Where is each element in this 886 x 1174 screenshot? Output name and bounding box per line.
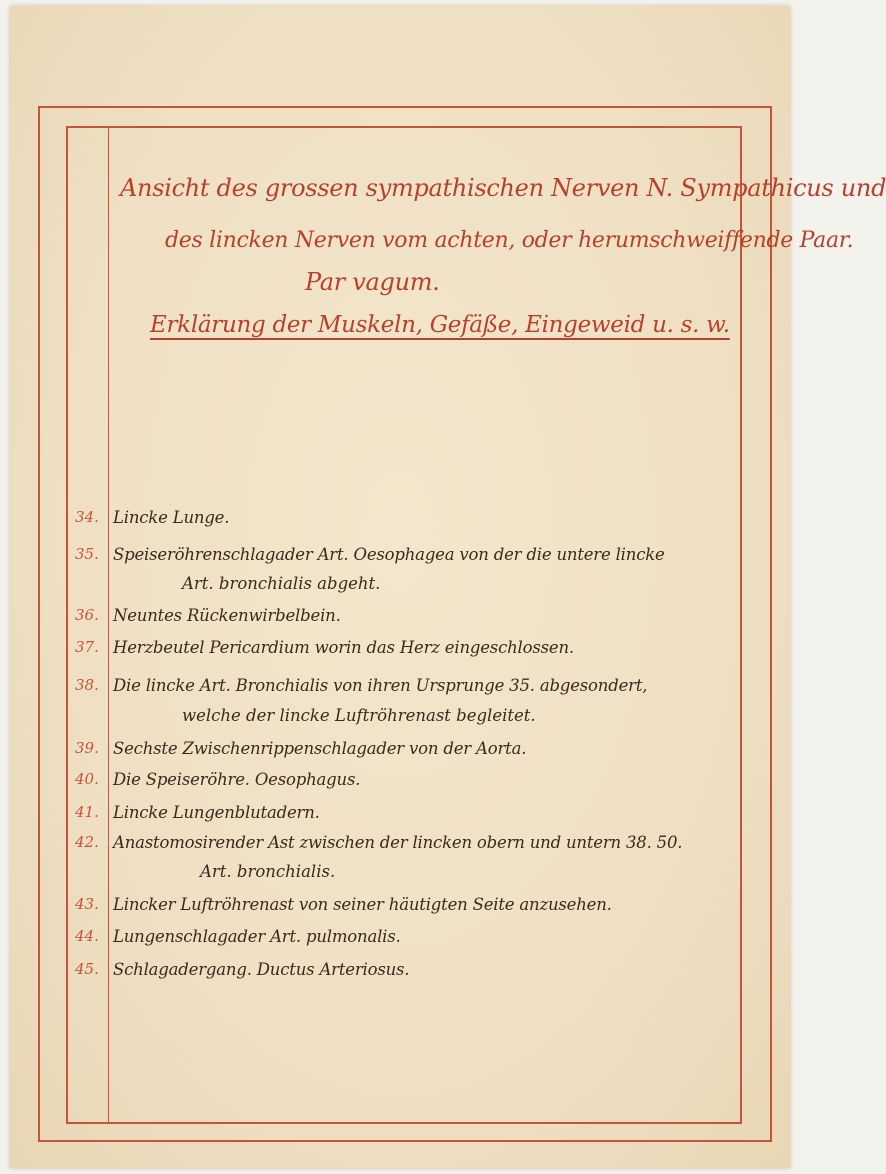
entry-text: Anastomosirender Ast zwischen der lincken obern und untern 38. 50. <box>113 833 683 852</box>
entry-number: 41. <box>75 803 99 821</box>
entry-number: 38. <box>75 676 99 694</box>
entry-number: 40. <box>75 770 99 788</box>
entry-number: 45. <box>75 960 99 978</box>
entry-number: 37. <box>75 638 99 656</box>
entry-text: Schlagadergang. Ductus Arteriosus. <box>113 960 410 979</box>
title-line-1: Ansicht des grossen sympathischen Nerven N. Sympathicus und <box>120 174 886 202</box>
title-line-4: Erklärung der Muskeln, Gefäße, Eingeweid u. s. w. <box>150 312 730 338</box>
entry-text: Lincke Lunge. <box>113 508 230 527</box>
entry-text: Sechste Zwischenrippenschlagader von der Aorta. <box>113 739 527 758</box>
entry-text: Lincke Lungenblutadern. <box>113 803 320 822</box>
margin-rule <box>108 126 109 1124</box>
entry-continuation: Art. bronchialis abgeht. <box>182 574 381 593</box>
entry-text: Herzbeutel Pericardium worin das Herz eingeschlossen. <box>113 638 574 657</box>
entry-number: 43. <box>75 895 99 913</box>
entry-text: Die lincke Art. Bronchialis von ihren Ursprunge 35. abgesondert, <box>113 676 648 695</box>
entry-number: 39. <box>75 739 99 757</box>
entry-number: 35. <box>75 545 99 563</box>
title-line-3: Par vagum. <box>305 268 440 296</box>
entry-number: 34. <box>75 508 99 526</box>
entry-number: 42. <box>75 833 99 851</box>
entry-text: Die Speiseröhre. Oesophagus. <box>113 770 361 789</box>
entry-text: Lincker Luftröhrenast von seiner häutigten Seite anzusehen. <box>113 895 612 914</box>
entry-text: Lungenschlagader Art. pulmonalis. <box>113 927 401 946</box>
manuscript-page <box>10 6 886 1168</box>
entry-number: 44. <box>75 927 99 945</box>
entry-number: 36. <box>75 606 99 624</box>
title-line-2: des lincken Nerven vom achten, oder herumschweiffende Paar. <box>165 228 854 253</box>
entry-text: Neuntes Rückenwirbelbein. <box>113 606 341 625</box>
entry-continuation: Art. bronchialis. <box>200 862 336 881</box>
entry-continuation: welche der lincke Luftröhrenast begleitet. <box>182 706 536 725</box>
entry-text: Speiseröhrenschlagader Art. Oesophagea von der die untere lincke <box>113 545 665 564</box>
